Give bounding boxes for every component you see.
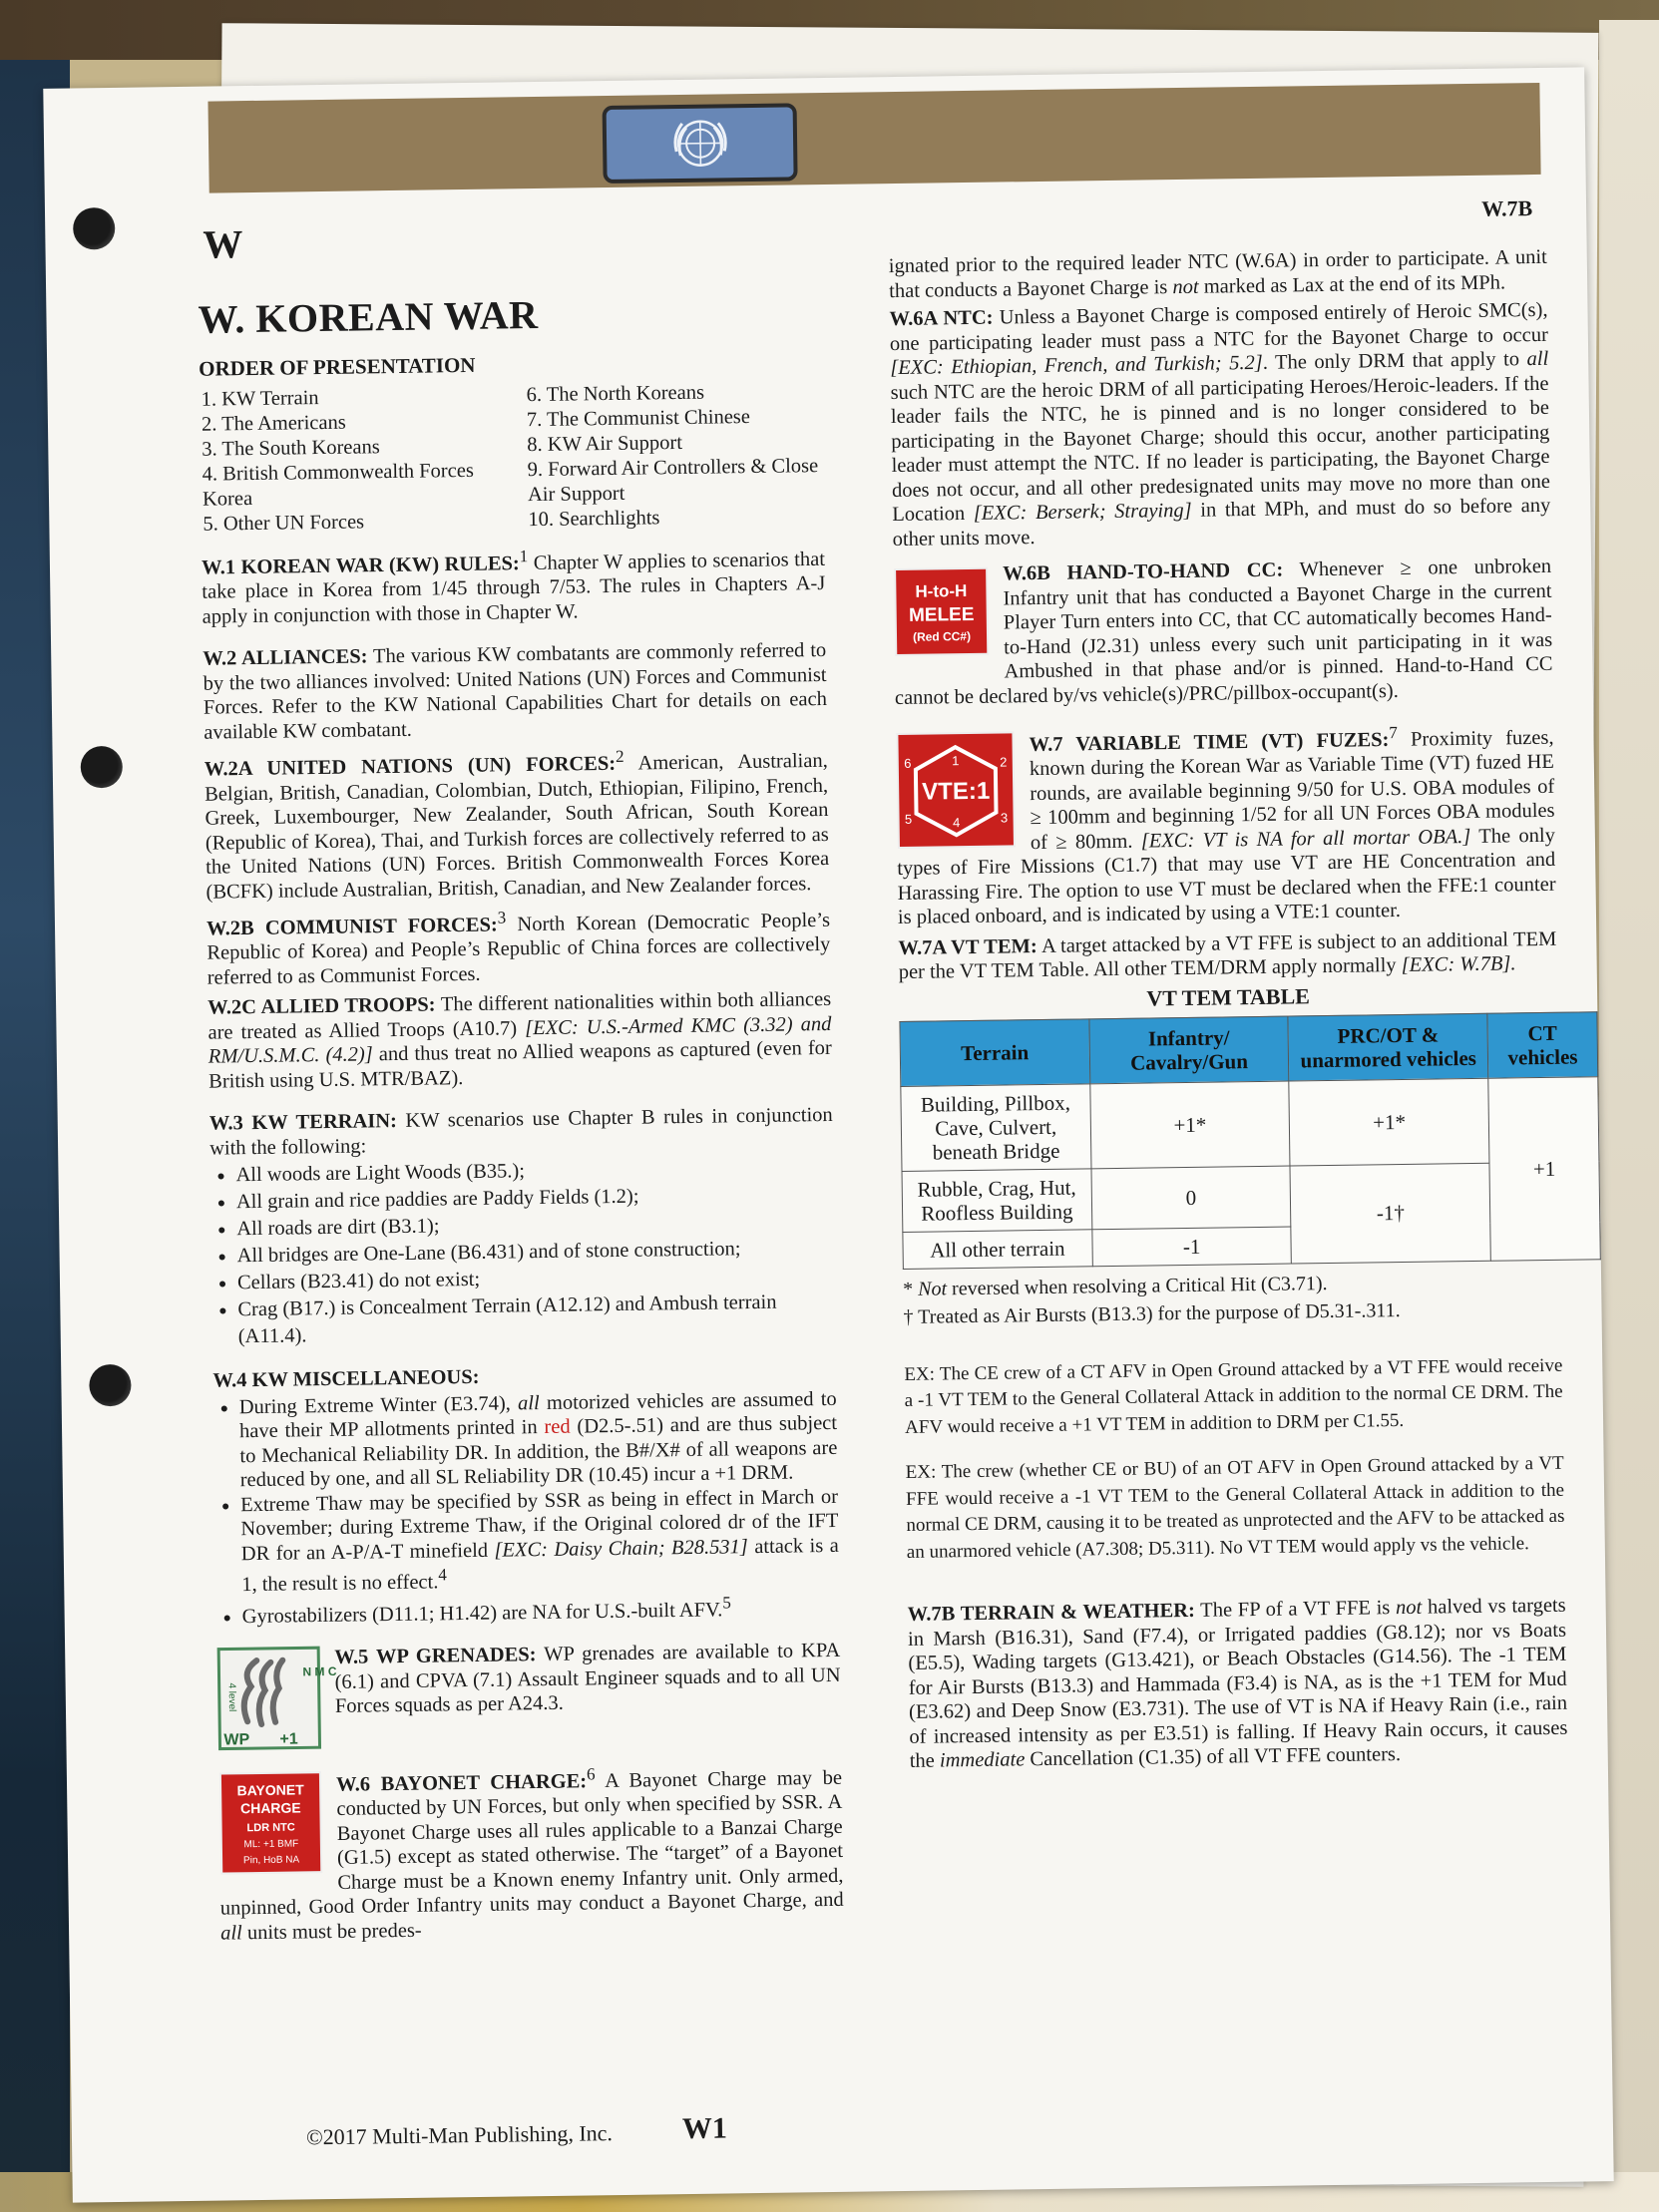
list-item: • All grain and rice paddies are Paddy Fields (1.2); — [236, 1181, 834, 1216]
emphasis-text: not — [1172, 275, 1199, 298]
rule-heading: W.2A UNITED NATIONS (UN) FORCES: — [204, 753, 617, 781]
rule-w2a — [205, 742, 830, 905]
note-text: * — [903, 1278, 919, 1300]
rule-w7a — [898, 927, 1557, 985]
counter-digit: 5 — [904, 811, 913, 827]
page-code: W.7B — [1480, 195, 1533, 221]
order-item: 8. KW Air Support — [527, 431, 683, 457]
footnote-ref: 6 — [586, 1764, 596, 1784]
wp-modifier: +1 — [279, 1730, 298, 1748]
rule-text: The FP of a VT FFE is — [1194, 1597, 1397, 1623]
rule-heading: W.2 ALLIANCES: — [203, 645, 368, 671]
rule-w6b-text — [893, 554, 1553, 710]
punch-hole — [80, 746, 123, 789]
list-text: Gyrostabilizers (D11.1; H1.42) are NA for U.S.-built AFV. — [241, 1599, 723, 1628]
rule-text: halved vs targets in Marsh (B16.31), Sand (F7.4), or Irrigated paddies (G8.12); nor vs Boats (E5.5), Wading targets (G13.421), or Beach Obstacles (G14.56). The -1 TEM for Air Bursts (B13.3) and Hammada (F3.4) is NA, as is the +1 TEM for Mud (E3.62) and Deep Snow (E3.731). The use of VT is NA if Heavy Rain (i.e., rain of increased intensity as per E3.51) is falling. If Heavy Rain occurs, it causes the — [907, 1595, 1568, 1773]
vte-counter — [895, 730, 1017, 855]
exception-text: [EXC: W.7B]. — [1401, 952, 1516, 977]
rule-text: in that MPh, and must do so before any other units move. — [892, 494, 1551, 551]
emphasis-text: Not — [918, 1278, 948, 1300]
example-2: EX: The crew (whether CE or BU) of an OT AFV in Open Ground attacked by a VT FFE would receive a -1 VT TEM to the General Collateral Attack in addition to the normal CE DRM, causing it to be treated as unprotected and the AFV to be attacked as an unarmored vehicle (A7.308; D5.311). No VT TEM would apply vs the vehicle. — [905, 1453, 1565, 1563]
table-cell: Rubble, Crag, Hut, Roofless Building — [902, 1169, 1091, 1233]
table-header: CT vehicles — [1487, 1012, 1598, 1079]
counter-digit: 6 — [904, 755, 912, 771]
punch-hole — [73, 207, 116, 250]
exception-text: [EXC: VT is NA for all mortar OBA.] — [1140, 825, 1471, 853]
order-item: 5. Other UN Forces — [203, 511, 365, 536]
list-item: • Cellars (B23.41) do not exist; — [237, 1262, 835, 1296]
rule-w1 — [202, 541, 826, 629]
rule-text: The only types of Fire Missions (C1.7) that may use VT are HE Concentration and Harassing Fire. The option to use VT must be declared when the FFE:1 counter is placed onboard, and is indicated by using a VTE:1 counter. — [897, 824, 1556, 929]
order-item: 4. British Commonwealth Forces Korea — [202, 459, 475, 511]
order-item: 6. The North Koreans — [526, 381, 705, 407]
left-column — [198, 287, 844, 1946]
rule-w2b — [207, 902, 831, 990]
counter-text: LDR NTC — [246, 1821, 295, 1835]
rule-w5-row — [216, 1639, 841, 1756]
order-item: 9. Forward Air Controllers & Close Air Support — [527, 455, 819, 507]
terrain-list — [209, 1154, 836, 1351]
counter-text: Pin, HoB NA — [242, 1854, 300, 1867]
emphasis-text: all — [219, 1922, 242, 1945]
table-header: Infantry/ Cavalry/Gun — [1089, 1016, 1290, 1084]
rule-w6 — [218, 1759, 844, 1946]
counter-digit: 4 — [952, 815, 961, 831]
rule-text: A Bayonet Charge may be conducted by UN Forces, but only when specified by SSR. A Bayonet Charge uses all rules applicable to a Banzai Charge (G1.5) except as stated otherwise. The “target” of a Bayonet Charge must be a Known enemy Infantry unit. Only armed, unpinned, Good Order Infantry units may conduct a Bayonet Charge, and — [219, 1766, 844, 1921]
order-list — [199, 379, 824, 538]
counter-text: H-to-H — [915, 581, 968, 601]
list-text: attack is a 1, the result is no effect. — [241, 1534, 839, 1597]
red-word: red — [544, 1416, 571, 1439]
rule-text: . The only DRM that apply to — [1262, 348, 1527, 374]
order-item: 3. The South Koreans — [202, 436, 380, 461]
vt-tem-table — [899, 1011, 1600, 1270]
counter-digit: 3 — [1000, 810, 1009, 826]
rule-text: The different nationalities within both alliances are treated as Allied Troops (A10.7) — [207, 988, 832, 1044]
rule-text: ignated prior to the required leader NTC (W.6A) in order to participate. A unit that conducts a Bayonet Charge is — [888, 245, 1547, 302]
rule-heading: W.7 VARIABLE TIME (VT) FUZES: — [1029, 728, 1390, 756]
header-banner — [207, 83, 1540, 193]
un-emblem-icon — [667, 111, 732, 176]
rule-text: marked as Lax at the end of its MPh. — [1198, 270, 1506, 298]
chapter-letter: W — [203, 221, 243, 267]
rule-text: Unless a Bayonet Charge is composed entirely of Heroic SMC(s), one participating leader must pass a NTC for the Bayonet Charge to occur — [889, 298, 1549, 355]
rule-text: Chapter W applies to scenarios that take place in Korea from 1/45 through 7/53. The rules in Chapters A-J apply in conjunction with those in Chapter W. — [202, 548, 826, 628]
misc-list — [213, 1387, 840, 1630]
punch-hole — [89, 1364, 132, 1407]
counter-text: (Red CC#) — [912, 628, 972, 644]
table-note: † Treated as Air Bursts (B13.3) for the purpose of D5.31-.311. — [903, 1298, 1401, 1328]
rule-text: Proximity fuzes, known during the Korean War as Variable Time (VT) fuzed HE rounds, are available beginning 9/50 for U.S. OBA modules of ≥ 100mm and beginning 1/52 for all UN Forces OBA modules of ≥ 80mm. — [1029, 726, 1555, 854]
vt-table-title: VT TEM TABLE — [1146, 983, 1310, 1011]
footnote-ref: 3 — [497, 908, 507, 927]
rule-heading: W.7A VT TEM: — [898, 934, 1037, 959]
counter-digit: 1 — [952, 753, 960, 769]
rule-page — [43, 67, 1613, 2202]
rule-w7b — [908, 1594, 1568, 1774]
table-cell: Building, Pillbox, Cave, Culvert, beneath Bridge — [901, 1084, 1091, 1172]
wp-label: WP — [223, 1731, 250, 1749]
list-text: (D2.5-.51) and are thus subject to Mechanical Reliability DR. In addition, the B#/X# of all weapons are reduced by one, and all SL Reliability DR (10.45) incur a +1 DRM. — [239, 1412, 838, 1492]
wp-side-text: N M C — [302, 1664, 337, 1679]
rule-w3 — [209, 1103, 834, 1161]
exception-text: [EXC: Berserk; Straying] — [973, 499, 1192, 525]
page-title: W. KOREAN WAR — [198, 291, 539, 342]
counter-text: VTE:1 — [922, 777, 991, 806]
list-text: During Extreme Winter (E3.74), — [238, 1392, 519, 1419]
page-number: W1 — [681, 2111, 728, 2146]
rule-heading: W.7B TERRAIN & WEATHER: — [907, 1600, 1196, 1627]
wp-grenade-counter — [216, 1646, 337, 1755]
table-row — [901, 1077, 1599, 1172]
table-cell: +1 — [1488, 1077, 1600, 1262]
list-item: • All bridges are One-Lane (B6.431) and of stone construction; — [236, 1235, 834, 1270]
rule-w7 — [895, 719, 1556, 930]
rule-text: A target attacked by a VT FFE is subject to an additional TEM per the VT TEM Table. All other TEM/DRM apply normally — [898, 927, 1557, 984]
rule-heading: W.5 WP GRENADES: — [334, 1644, 537, 1669]
emphasis-text: all — [1526, 347, 1549, 371]
right-column — [888, 245, 1578, 1774]
list-item — [240, 1485, 839, 1598]
rule-heading: W.6B HAND-TO-HAND CC: — [1003, 558, 1284, 585]
exception-text: [EXC: Daisy Chain; B28.531] — [494, 1536, 748, 1562]
rule-text: units must be predes- — [241, 1919, 422, 1945]
order-item: 10. Searchlights — [528, 507, 660, 532]
rule-heading: W.3 KW TERRAIN: — [208, 1110, 398, 1136]
exception-text: [EXC: Ethiopian, French, and Turkish; 5.2] — [890, 351, 1263, 380]
table-cell: 0 — [1091, 1166, 1292, 1230]
table-cell: All other terrain — [903, 1230, 1092, 1270]
table-header: Terrain — [900, 1019, 1090, 1087]
footnote-ref: 7 — [1389, 722, 1398, 743]
rule-text: WP grenades are available to KPA (6.1) and CPVA (7.1) Assault Engineer squads and to all UN Forces squads as per A24.3. — [334, 1640, 841, 1718]
rule-heading: W.2C ALLIED TROOPS: — [207, 993, 436, 1020]
footnote-ref: 2 — [615, 747, 624, 767]
rule-text: Whenever ≥ one unbroken Infantry unit that has conducted a Bayonet Charge in the current Player Turn enters into CC, that CC automatically becomes Hand-to-Hand (J2.31) unless every such unit participating in it was Ambushed in that phase and/or is pinned. Hand-to-Hand CC cannot be declared by/vs vehicle(s)/PRC/pillbox-occupant(s). — [894, 554, 1553, 709]
table-header: PRC/OT & unarmored vehicles — [1288, 1013, 1488, 1081]
counter-text: CHARGE — [239, 1799, 301, 1817]
counter-text: ML: +1 BMF — [243, 1838, 299, 1851]
list-text: motorized vehicles are assumed to have their MP allotments printed in — [238, 1387, 837, 1443]
rule-w2 — [203, 638, 827, 745]
table-cell: +1* — [1289, 1078, 1489, 1166]
rule-heading: W.1 KOREAN WAR (KW) RULES: — [201, 553, 520, 579]
rule-text: The various KW combatants are commonly referred to by the two alliances involved: United Nations (UN) Forces and Communist Forces. Refer to the KW National Capabilities Chart for details on each available KW combatant. — [203, 639, 828, 744]
rule-text: such NTC are the heroic DRM of all participating Heroes/Heroic-leaders. If the leader fails the NTC, he is pinned and is no longer considered to be participating in the Bayonet Charge; should this occur, another participating leader must attempt the NTC. If no leader is participating, the Bayonet Charge does not occur, and all other predesignated units may move no more than one Location — [890, 372, 1551, 527]
emphasis-text: all — [517, 1392, 540, 1415]
rule-text: Cancellation (C1.35) of all VT FFE counters. — [1025, 1743, 1402, 1771]
list-item: • All woods are Light Woods (B35.); — [235, 1154, 833, 1189]
counter-text: BAYONET — [236, 1781, 304, 1799]
rule-text: and thus treat no Allied weapons as captured (even for British using U.S. MTR/BAZ). — [208, 1037, 832, 1093]
exception-text: [EXC: U.S.-Armed KMC (3.32) and RM/U.S.M.C. (4.2)] — [207, 1012, 832, 1069]
rule-heading: W.6 BAYONET CHARGE: — [335, 1770, 588, 1796]
rule-text: KW scenarios use Chapter B rules in conjunction with the following: — [208, 1104, 833, 1160]
rule-heading: W.4 KW MISCELLANEOUS: — [212, 1366, 480, 1393]
rule-text: American, Australian, Belgian, British, Canadian, Colombian, Dutch, Ethiopian, Filipino, French, Greek, Luxembourger, New Zealander, South African, South Korean (Republic of Korea), Thai, and Turkish forces are collectively referred to as the United Nations (UN) Forces. British Commonwealth Forces Korea (BCFK) include Australian, British, Canadian, and New Zealander forces. — [205, 750, 830, 904]
wp-level-text: 4 level — [225, 1682, 238, 1712]
counter-text: MELEE — [908, 603, 975, 626]
table-cell: +1* — [1089, 1081, 1290, 1169]
un-emblem-badge — [603, 103, 798, 184]
order-item: 1. KW Terrain — [201, 387, 319, 411]
list-item: • Crag (B17.) is Concealment Terrain (A12.12) and Ambush terrain (A11.4). — [237, 1289, 836, 1350]
emphasis-text: immediate — [939, 1748, 1026, 1772]
table-cell: -1 — [1091, 1227, 1291, 1267]
rule-w6b — [893, 554, 1553, 710]
rule-heading: W.6A NTC: — [889, 306, 994, 331]
list-item — [239, 1387, 838, 1493]
order-item: 2. The Americans — [201, 411, 346, 436]
footnote-ref: 5 — [722, 1593, 731, 1613]
table-cell: -1† — [1290, 1163, 1490, 1264]
hand-to-hand-melee-counter — [893, 566, 990, 662]
bayonet-charge-counter — [218, 1770, 324, 1880]
copyright: ©2017 Multi-Man Publishing, Inc. — [305, 2120, 614, 2150]
list-text: Extreme Thaw may be specified by SSR as being in effect in March or November; during Extreme Thaw, if the Original colored dr of the IFT DR for an A-P/A-T minefield — [239, 1485, 839, 1566]
rule-w6-continued — [889, 245, 1548, 303]
order-heading: ORDER OF PRESENTATION — [199, 352, 476, 381]
rule-w2c — [207, 987, 832, 1094]
example-1: EX: The CE crew of a CT AFV in Open Ground attacked by a VT FFE would receive a -1 VT TEM to the General Collateral Attack in addition to the normal CE DRM. The AFV would receive a +1 VT TEM in addition to DRM per C1.55. — [904, 1354, 1563, 1438]
order-item: 7. The Communist Chinese — [526, 406, 751, 432]
footnote-ref: 4 — [438, 1565, 447, 1585]
rule-text: North Korean (Democratic People’s Republic of Korea) and People’s Republic of China forces are collectively referred to as Communist Forces. — [207, 909, 831, 989]
footnote-ref: 1 — [519, 547, 529, 566]
rule-heading: W.2B COMMUNIST FORCES: — [206, 914, 498, 940]
rule-w6a — [889, 298, 1550, 552]
emphasis-text: not — [1395, 1597, 1423, 1620]
counter-digit: 2 — [1000, 754, 1008, 770]
list-item: • All roads are dirt (B3.1); — [236, 1208, 834, 1243]
note-text: reversed when resolving a Critical Hit (C3.71). — [946, 1272, 1328, 1300]
rule-w5 — [334, 1639, 841, 1719]
